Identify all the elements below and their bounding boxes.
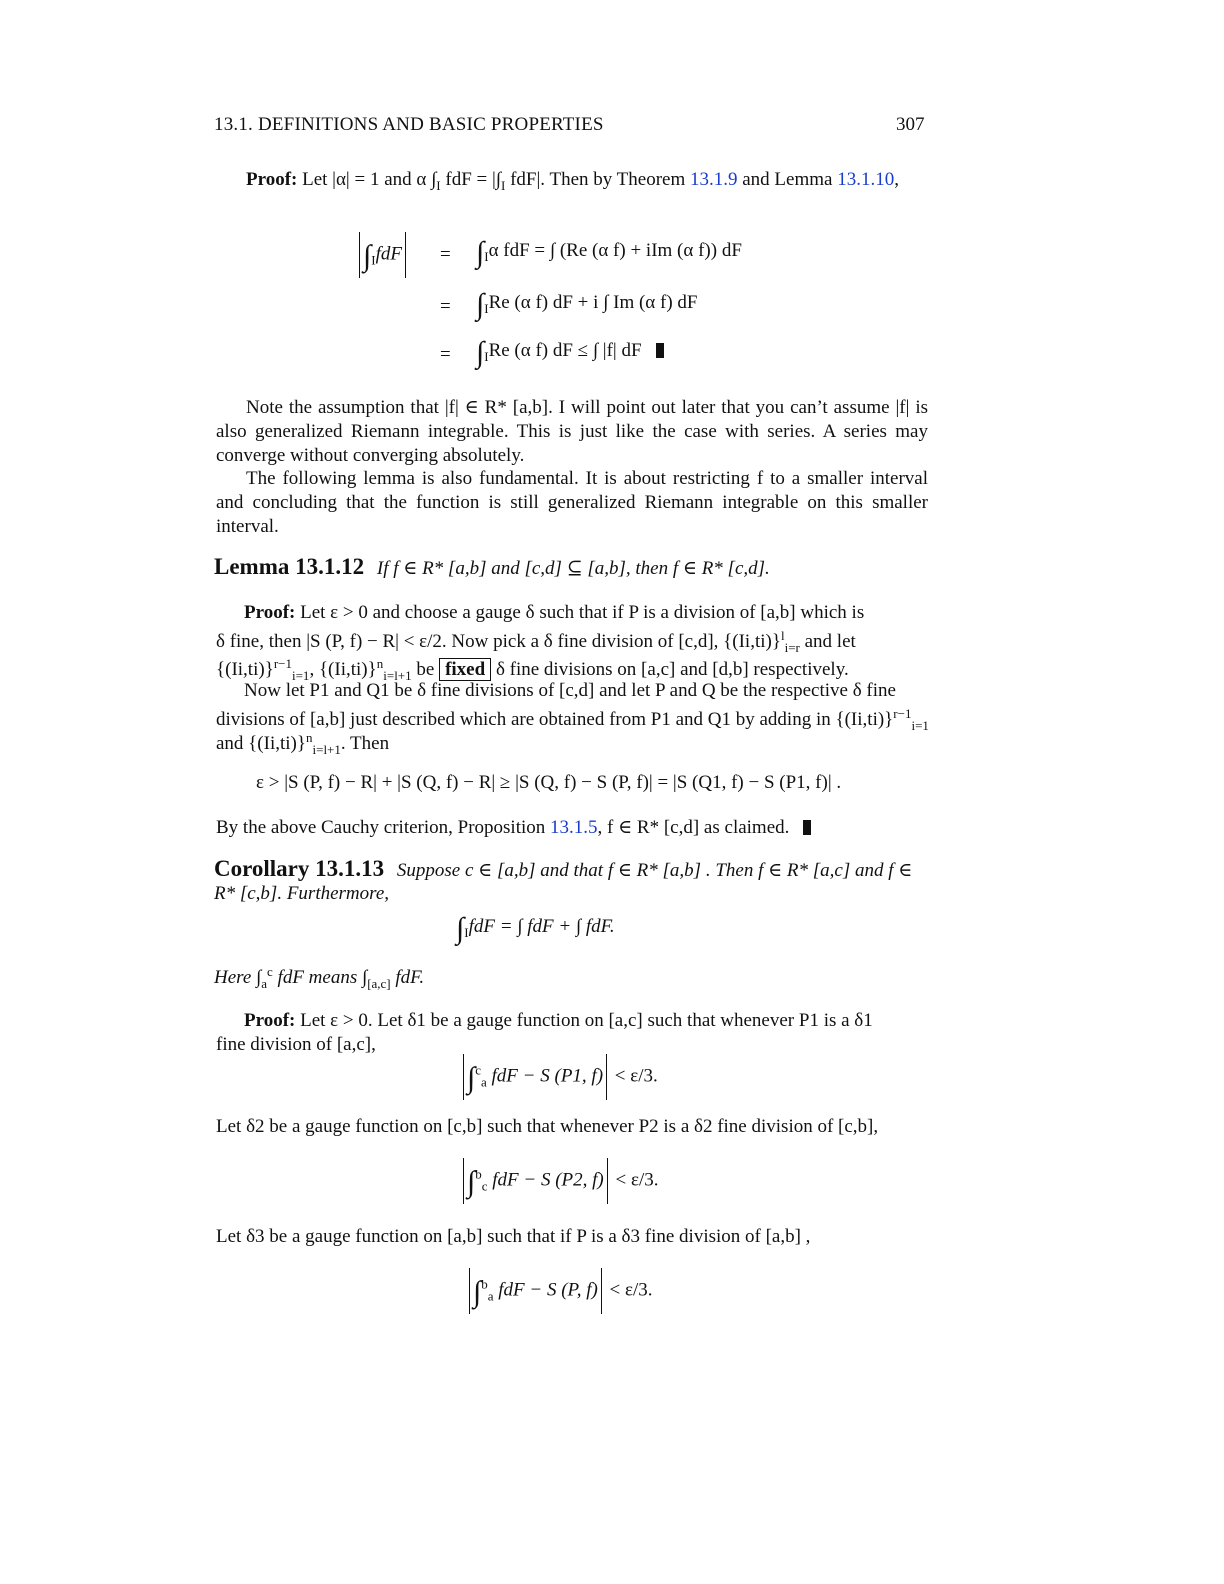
ref-proposition-link[interactable]: 13.1.5 xyxy=(550,817,598,838)
eq-sign-1: = xyxy=(440,244,451,265)
eq-sign-2: = xyxy=(440,296,451,317)
lemma-13-1-12 xyxy=(214,554,770,580)
inequality-3: ∫$^b_a$ fdF − S (P, f) < ε/3. xyxy=(466,1268,653,1314)
display-1-row-1: $\int_I\alpha$ fdF = ∫ (Re (α f) + iIm (α f)) dF xyxy=(476,236,742,269)
ref-theorem-link[interactable]: 13.1.9 xyxy=(690,169,738,190)
proof-3-line-4: Let δ3 be a gauge function on [a,b] such that if P is a δ3 fine division of [a,b] , xyxy=(216,1226,811,1247)
proof-2-line-6: and $\{(Ii,ti)\}^n_{i=l+1}$. Then xyxy=(216,730,390,757)
proof-2-line-2: δ fine, then |S (P, f) − R| < ε/2. Now pick a δ fine division of [c,d], $\{(Ii,ti)\}^l_{i=r}$ and let xyxy=(216,628,856,655)
display-1-lhs: $\int_IfdF$ xyxy=(356,232,409,278)
proof-2-line-4: Now let P1 and Q1 be δ fine divisions of [c,d] and let P and Q be the respective δ fine xyxy=(244,680,896,701)
proof-2-closing: By the above Cauchy criterion, Proposition 13.1.5, f ∈ R* [c,d] as claimed. xyxy=(216,816,811,839)
corollary-label: Corollary 13.1.13 xyxy=(214,856,385,881)
page-number: 307 xyxy=(896,114,925,135)
corollary-statement-2: R* [c,b]. Furthermore, xyxy=(214,883,390,904)
display-1-row-3: $\int_IRe$ (α f) dF ≤ ∫ |f| dF xyxy=(476,336,664,370)
lemma-label: Lemma 13.1.12 xyxy=(214,554,365,579)
proof-2-line-1: Proof: Let ε > 0 and choose a gauge δ such that if P is a division of [a,b] which is xyxy=(244,602,865,623)
qed-mark xyxy=(803,820,811,835)
proof-2-display: ε > |S (P, f) − R| + |S (Q, f) − R| ≥ |S (Q, f) − S (P, f)| = |S (Q1, f) − S (P1, f)| . xyxy=(256,772,842,793)
proof-2-line-3: $\{(Ii,ti)\}^{r-1}_{i=1}$, $\{(Ii,ti)\}^n_{i=l+1}$ be fixed δ fine divisions on [a,c] and [d,b] respectively. xyxy=(216,656,849,683)
corollary-statement-1: Suppose c ∈ [a,b] and that f ∈ R* [a,b] . Then f ∈ R* [a,c] and f ∈ xyxy=(396,860,913,881)
proof-3-line-3: Let δ2 be a gauge function on [c,b] such that whenever P2 is a δ2 fine division of [c,b], xyxy=(216,1116,879,1137)
corollary-13-1-13 xyxy=(214,856,912,882)
fixed-highlight-box: fixed xyxy=(439,658,491,681)
inequality-1: ∫$^c_a$ fdF − S (P1, f) < ε/3. xyxy=(460,1054,658,1100)
ref-lemma-link[interactable]: 13.1.10 xyxy=(837,169,895,190)
lemma-statement: If f ∈ R* [a,b] and [c,d] ⊆ [a,b], then f ∈ R* [c,d]. xyxy=(376,558,770,579)
inequality-2: ∫$^b_c$ fdF − S (P2, f) < ε/3. xyxy=(460,1158,658,1204)
note-paragraph: Note the assumption that |f| ∈ R* [a,b]. I will point out later that you can’t assume |f| is also generalized Riemann integrable. This is just like the case with series. A series may converge without converging absolutely. xyxy=(216,397,928,466)
intro-paragraph: The following lemma is also fundamental. It is about restricting f to a smaller interval and concluding that the function is still generalized Riemann integrable on this smaller interval. xyxy=(216,468,928,537)
proof-label: Proof: xyxy=(246,169,298,190)
proof-3-line-2: fine division of [a,c], xyxy=(216,1034,376,1055)
corollary-here-line: Here $\int_a^c$ fdF means $\int_{[a,c]}$ fdF. xyxy=(214,964,425,991)
running-header: 13.1. DEFINITIONS AND BASIC PROPERTIES xyxy=(214,114,604,135)
eq-sign-3: = xyxy=(440,344,451,365)
proof-3-line-1: Proof: Let ε > 0. Let δ1 be a gauge function on [a,c] such that whenever P1 is a δ1 xyxy=(244,1010,873,1031)
proof-1-intro: Proof: Let |α| = 1 and α $\int_I$ fdF = $|\int_I$ fdF|. Then by Theorem 13.1.9 and Lemma 13.1.10, xyxy=(246,169,899,193)
corollary-display: $\int_IfdF$ = ∫ fdF + ∫ fdF. xyxy=(456,912,615,945)
proof-2-line-5: divisions of [a,b] just described which are obtained from P1 and Q1 by adding in $\{(Ii,ti)\}^{r-1}_{i=1}$ xyxy=(216,706,929,733)
qed-mark xyxy=(656,343,664,358)
display-1-row-2: $\int_IRe$ (α f) dF + i ∫ Im (α f) dF xyxy=(476,288,698,321)
